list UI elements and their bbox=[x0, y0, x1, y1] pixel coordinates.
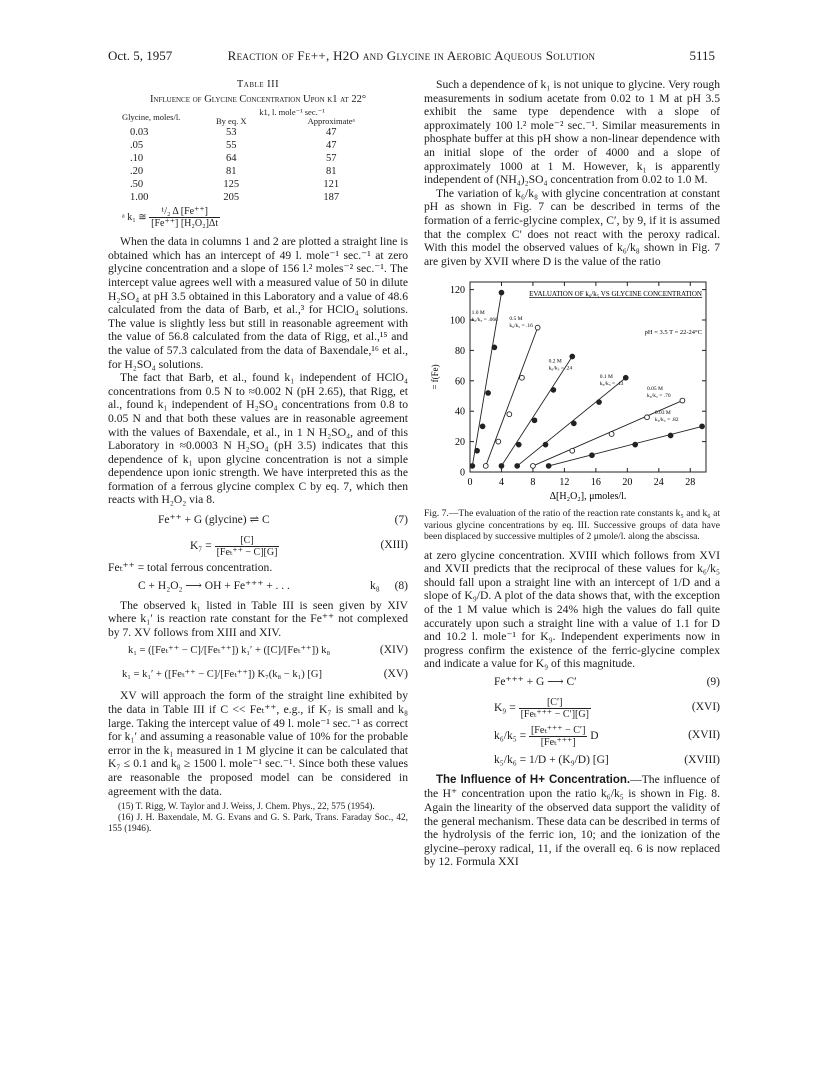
series-label: 0.03 M bbox=[654, 410, 671, 417]
references bbox=[108, 802, 408, 835]
table-row: .10 64 57 bbox=[130, 153, 337, 165]
series-ratio-label: k₆/k₅ = .70 bbox=[647, 393, 671, 400]
series-ratio-label: k₆/k₅ = .43 bbox=[599, 381, 624, 388]
table-row: 1.00 205 187 bbox=[130, 192, 340, 204]
data-point bbox=[700, 424, 705, 429]
series-ratio-label: k₆/k₅ = .24 bbox=[548, 365, 573, 372]
data-point bbox=[499, 464, 504, 469]
x-tick-label: 8 bbox=[530, 477, 536, 489]
data-point bbox=[507, 412, 512, 417]
col-header-approx: Approximateᵃ bbox=[307, 116, 355, 127]
equation-8: C + H₂O₂ ⟶ OH + Fe⁺⁺⁺ + . . . k₈ (8) bbox=[138, 579, 408, 592]
paragraph: XV will approach the form of the straight line exhibited by the data in Table III if C << Feₜ⁺⁺, e.g., if K₇ is small and k₈ large. Taking the intercept value of 49 l. mole⁻¹ sec.⁻¹ as correct for k₁′ and assuming a reasonable value of 10% for the probable error in the k₁ measured in 1 M glycine it can be calculated that K₇ ≤ 0.1 and k₈ ≥ 1500 l. mole⁻¹ sec.⁻¹. Since both these values are reasonable the proposed model can be considered in agreement with the data. bbox=[108, 689, 408, 798]
data-point bbox=[535, 326, 540, 331]
data-point bbox=[516, 443, 521, 448]
equation-9: Fe⁺⁺⁺ + G ⟶ C′ (9) bbox=[494, 675, 720, 688]
header-title: Reaction of Fe++, H2O and Glycine in Aerobic Aqueous Solution bbox=[227, 48, 596, 63]
data-point bbox=[623, 376, 628, 381]
data-point bbox=[532, 418, 537, 423]
x-axis-label: Δ[H₂O₂], μmoles/l. bbox=[549, 491, 627, 503]
data-point bbox=[470, 464, 475, 469]
table-footnote: ᵃ k₁ ≅ $\frac{\text{¹/₂ Δ [Fe⁺⁺]}}{\text{[Fe⁺⁺] [H₂O₂]Δt}}$ bbox=[122, 206, 219, 230]
data-point bbox=[543, 443, 548, 448]
data-point bbox=[551, 388, 556, 393]
series-label: 0.05 M bbox=[647, 386, 663, 393]
right-column bbox=[424, 78, 720, 869]
data-point bbox=[496, 440, 501, 445]
data-point bbox=[515, 464, 520, 469]
y-axis-label: = f(Fe) bbox=[430, 364, 440, 390]
figure-caption: Fig. 7.—The evaluation of the ratio of the reaction rate constants k₅ and k₆ at various glycine concentrations by eq. III. Successive groups of data have been displaced by successive multiples of 2 μmole/l. along the abscissa. bbox=[424, 508, 720, 543]
data-point bbox=[571, 421, 576, 426]
x-tick-label: 20 bbox=[622, 477, 633, 489]
paragraph: The fact that Barb, et al., found k₁ independent of HClO₄ concentrations from 0.5 N to ≈0.002 N (pH 2.65), that Rigg, et al., found k₁ independent of H₂SO₄ concentrations from 0.8 to 0.05 N and that both these values are in reasonable agreement with the values of Baxendale, et al., in 1 N H₂SO₄, and of this Laboratory in ≈0.0003 N H₂SO₄ (pH 3.5) indicates that this dependence of k₁ upon glycine concentration is not a simple dependence upon ionic strength. We have interpreted this as the formation of a ferrous glycine complex C by eq. 7, which then reacts with H₂O₂ via 8. bbox=[108, 371, 408, 507]
series-label: 1.0 M bbox=[471, 310, 485, 317]
table-row: 0.03 53 47 bbox=[130, 127, 337, 139]
header-date: Oct. 5, 1957 bbox=[108, 48, 173, 63]
data-point bbox=[531, 464, 536, 469]
figure-7 bbox=[424, 274, 720, 506]
table-row: .20 81 81 bbox=[130, 166, 337, 178]
series-ratio-label: k₆/k₅ = .16 bbox=[509, 323, 533, 330]
x-tick-label: 24 bbox=[653, 477, 664, 489]
y-tick-label: 100 bbox=[450, 315, 465, 327]
series-label: 0.1 M bbox=[599, 374, 613, 381]
data-point bbox=[483, 464, 488, 469]
data-point bbox=[546, 464, 551, 469]
data-point bbox=[590, 453, 595, 458]
y-tick-label: 40 bbox=[455, 407, 465, 419]
paragraph: The observed k₁ listed in Table III is seen given by XIV where k₁′ is reaction rate constant for the Fe⁺⁺ not complexed by 7. XV follows from XIII and XIV. bbox=[108, 598, 408, 639]
chart-conditions: pH = 3.5 T = 22-24°C bbox=[644, 329, 702, 337]
y-tick-label: 20 bbox=[455, 437, 465, 449]
reference-15: (15) T. Rigg, W. Taylor and J. Weiss, J. Chem. Phys., 22, 575 (1954). bbox=[118, 802, 375, 813]
fet-definition: Feₜ⁺⁺ = total ferrous concentration. bbox=[108, 561, 273, 575]
data-point bbox=[475, 449, 480, 454]
data-point bbox=[680, 398, 685, 403]
data-point bbox=[570, 354, 575, 359]
series-label: 0.5 M bbox=[509, 316, 523, 323]
table-row: .50 125 121 bbox=[130, 179, 340, 191]
data-point bbox=[570, 449, 575, 454]
y-tick-label: 80 bbox=[455, 346, 465, 358]
equation-7: Fe⁺⁺ + G (glycine) ⇌ C (7) bbox=[158, 514, 408, 527]
equation-xv: k₁ = k₁′ + ([Feₜ⁺⁺ − C]/[Feₜ⁺⁺]) K₇(k₈ − k₁) [G] (XV) bbox=[122, 668, 408, 681]
left-column bbox=[108, 78, 408, 835]
data-point bbox=[668, 433, 673, 438]
section-heading: The Influence of H+ Concentration. bbox=[436, 773, 631, 786]
paragraph: The Influence of H+ Concentration.—The influence of the H⁺ concentration upon the ratio k₆/k₅ is shown in Fig. 8. Again the linearity of the observed data support the validity of the general mechanism. These data can be described in terms of the hydrolysis of the ferric ion, 10; and the ionization of the glycine–peroxy radical, 11, if the overall eq. 6 is now replaced by 12. Formula XXI bbox=[424, 772, 720, 869]
equation-xviii: k₅/k₆ = 1/D + (K₉/D) [G] (XVIII) bbox=[494, 753, 720, 766]
header-page-number: 5115 bbox=[689, 48, 715, 63]
plot-frame bbox=[470, 282, 706, 472]
data-point bbox=[486, 391, 491, 396]
paragraph: When the data in columns 1 and 2 are plotted a straight line is obtained which has an intercept of 49 l. mole⁻¹ sec.⁻¹ at zero glycine concentration and a slope of 156 l.² moles⁻² sec.⁻¹. The intercept value agrees well with a measured value of 50 in dilute H₂SO₄ at pH 3.5 obtained in this Laboratory and a value of 48.6 calculated from the data of Barb, et al.,³ for HClO₄ solutions. The value is slightly less but still in reasonable agreement with the value of 56.8 calculated from the data of Rigg, et al.,¹⁵ and the value of 57.3 calculated from the data of Baxendale,¹⁶ et al., for H₂SO₄ solutions. bbox=[108, 235, 408, 371]
data-point bbox=[480, 424, 485, 429]
equation-xvii: k₆/k₅ = $\frac{\text{[Feₜ⁺⁺⁺ − C′]}}{\text{[Feₜ⁺⁺⁺]}}$ D (XVII) bbox=[494, 724, 720, 748]
y-tick-label: 0 bbox=[460, 467, 465, 479]
data-point bbox=[609, 432, 614, 437]
table-iii bbox=[122, 108, 392, 204]
y-tick-label: 60 bbox=[455, 376, 465, 388]
col-header-k1: k1, l. mole⁻¹ sec.⁻¹ bbox=[259, 107, 325, 118]
equation-xvi: K₉ = $\frac{[C']}{\text{[Feₜ⁺⁺⁺ − C′][G]}}$ (XVI) bbox=[494, 696, 720, 720]
x-tick-label: 28 bbox=[685, 477, 696, 489]
running-header bbox=[108, 48, 715, 68]
data-point bbox=[633, 443, 638, 448]
table-caption: Table III bbox=[236, 79, 280, 90]
x-tick-label: 12 bbox=[559, 477, 570, 489]
data-point bbox=[645, 415, 650, 420]
x-tick-label: 4 bbox=[498, 477, 504, 489]
reference-16: (16) J. H. Baxendale, M. G. Evans and G. S. Park, Trans. Faraday Soc., 42, 155 (1946). bbox=[108, 813, 408, 835]
data-point bbox=[499, 291, 504, 296]
series-ratio-label: k₆/k₅ = .82 bbox=[654, 417, 679, 424]
series-line bbox=[549, 427, 702, 467]
series-ratio-label: k₆/k₅ = .066 bbox=[471, 317, 498, 324]
table-row: .05 55 47 bbox=[130, 140, 337, 152]
data-point bbox=[597, 400, 602, 405]
chart-title: EVALUATION OF k₆/k₅ VS GLYCINE CONCENTRATION bbox=[529, 290, 702, 299]
col-header-eqx: By eq. X bbox=[216, 116, 247, 127]
data-point bbox=[520, 376, 525, 381]
data-point bbox=[492, 345, 497, 350]
paragraph: at zero glycine concentration. XVIII which follows from XVI and XVII predicts that the reciprocal of these values for k₆/k₅ should fall upon a straight line with an intercept of 1/D and a slope of K₉/D. A plot of the data shows that, with the exception of the 1 M value which is 24% high the values do fall quite accurately upon such a straight line with a value of 1.1 for D and 10.2 l. mole⁻¹ for K₉. Independent experiments now in progress confirm the existence of the ferric-glycine complex and indicate a value for K₉ of this magnitude. bbox=[424, 548, 720, 671]
table-title: Influence of Glycine Concentration Upon k1 at 22° bbox=[149, 93, 367, 105]
paragraph: The variation of k₆/k₈ with glycine concentration at constant pH as shown in Fig. 7 can be described in terms of the formation of a ferric-glycine complex, C′, by 9, if it is assumed that the complex C′ does not react with the peroxy radical. With this model the observed values of k₆/k₈ shown in Fig. 7 are given by XVII where D is the value of the ratio bbox=[424, 186, 720, 268]
series-label: 0.2 M bbox=[548, 358, 562, 365]
figure-7-chart bbox=[424, 274, 720, 506]
x-tick-label: 0 bbox=[467, 477, 473, 489]
x-tick-label: 16 bbox=[590, 477, 601, 489]
paragraph: Such a dependence of k₁ is not unique to glycine. Very rough measurements in sodium acetate from 0.02 to 1 M at pH 3.5 exhibit the same type dependence with a slope of approximately 100 l.² mole⁻² sec.⁻¹. Similar measurements in phosphate buffer at this pH show a non-linear dependence with an initial slope of the order of 4000 and a slope of approximately 1000 at 1 M. However, k₁ is apparently independent of (NH₄)₂SO₄ concentration from 0.02 to 1.0 M. bbox=[424, 78, 720, 187]
equation-xiv: k₁ = ([Feₜ⁺⁺ − C]/[Feₜ⁺⁺]) k₁′ + ([C]/[Feₜ⁺⁺]) k₈ (XIV) bbox=[128, 644, 408, 657]
y-tick-label: 120 bbox=[450, 285, 465, 297]
equation-xiii: K₇ = $\frac{[C]}{\text{[Feₜ⁺⁺ − C][G]}}$ (XIII) bbox=[190, 535, 408, 559]
col-header-glycine: Glycine, moles/l. bbox=[122, 111, 181, 122]
